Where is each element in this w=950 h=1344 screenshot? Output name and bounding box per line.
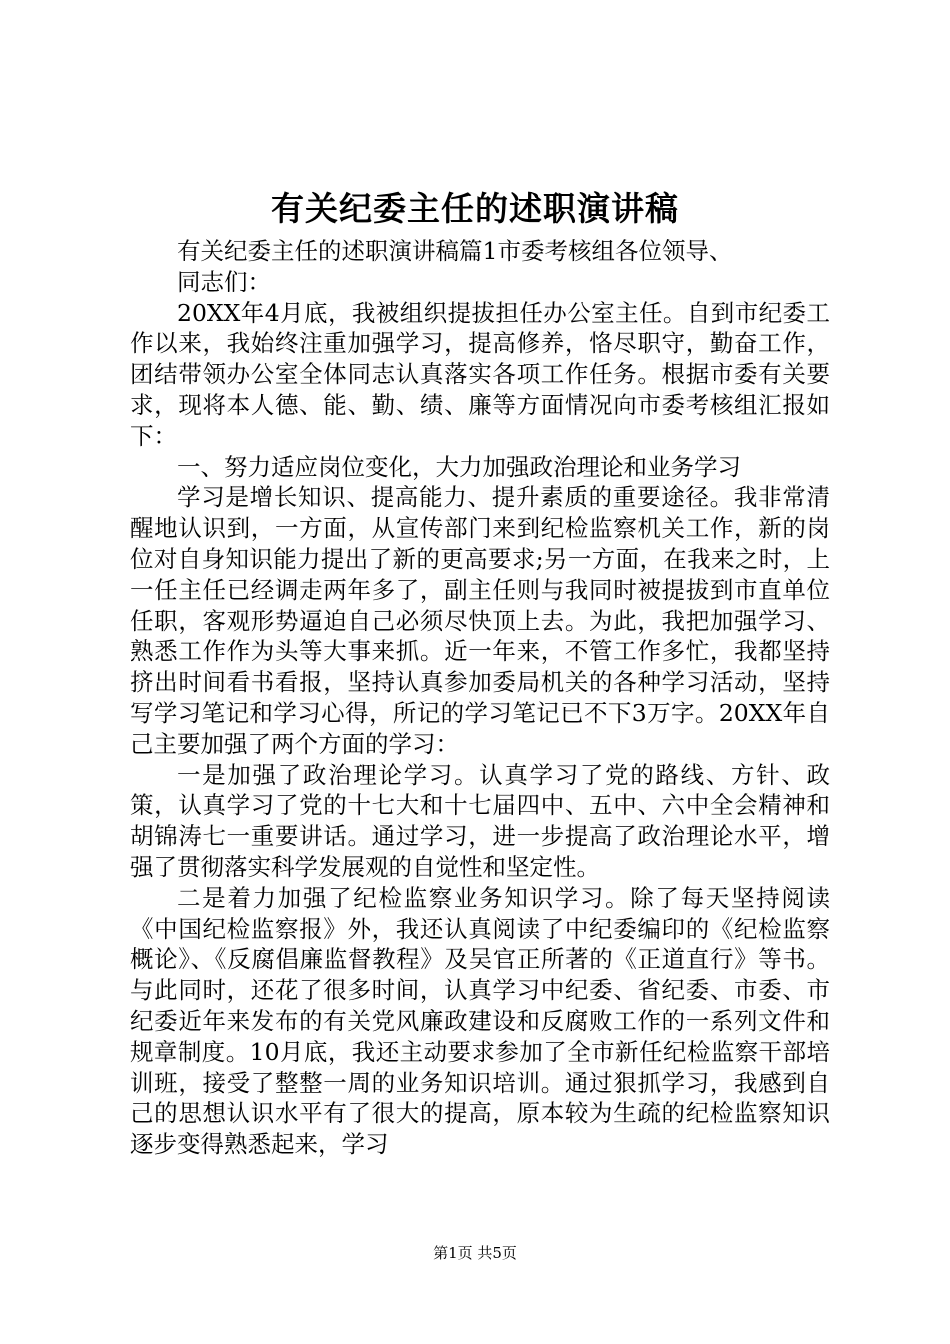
paragraph-discipline-knowledge: 二是着力加强了纪检监察业务知识学习。除了每天坚持阅读《中国纪检监察报》外，我还认真阅读了中纪委编印的《纪检监察概论》、《反腐倡廉监督教程》及吴官正所著的《正道直行》等书。与此同时，还花了很多时间，认真学习中纪委、省纪委、市委、市纪委近年来发布的有关党风廉政建设和反腐败工作的一系列文件和规章制度。10月底，我还主动要求参加了全市新任纪检监察干部培训班，接受了整整一周的业务知识培训。通过狠抓学习，我感到自己的思想认识水平有了很大的提高，原本较为生疏的纪检监察知识逐步变得熟悉起来，学习 <box>130 883 830 1159</box>
document-title: 有关纪委主任的述职演讲稿 <box>271 189 679 228</box>
document-body <box>130 236 830 1160</box>
section-heading-1: 一、努力适应岗位变化，大力加强政治理论和业务学习 <box>177 452 741 481</box>
paragraph-opening: 20XX年4月底，我被组织提拔担任办公室主任。自到市纪委工作以来，我始终注重加强学习，提高修养，恪尽职守，勤奋工作，团结带领办公室全体同志认真落实各项工作任务。根据市委有关要求，现将本人德、能、勤、绩、廉等方面情况向市委考核组汇报如下： <box>130 298 830 450</box>
paragraph-salutation: 同志们： <box>177 267 271 296</box>
paragraph-political-theory: 一是加强了政治理论学习。认真学习了党的路线、方针、政策，认真学习了党的十七大和十七届四中、五中、六中全会精神和胡锦涛七一重要讲话。通过学习，进一步提高了政治理论水平，增强了贯彻落实科学发展观的自觉性和坚定性。 <box>130 760 830 881</box>
page-footer: 第1页 共5页 <box>433 1244 517 1262</box>
paragraph-intro: 有关纪委主任的述职演讲稿篇1市委考核组各位领导、 <box>177 237 733 265</box>
paragraph-study: 学习是增长知识、提高能力、提升素质的重要途径。我非常清醒地认识到，一方面，从宣传部门来到纪检监察机关工作，新的岗位对自身知识能力提出了新的更高要求;另一方面，在我来之时，上一任主任已经调走两年多了，副主任则与我同时被提拔到市直单位任职，客观形势逼迫自己必须尽快顶上去。为此，我把加强学习、熟悉工作作为头等大事来抓。近一年来，不管工作多忙，我都坚持挤出时间看书看报，坚持认真参加委局机关的各种学习活动，坚持写学习笔记和学习心得，所记的学习笔记已不下3万字。20XX年自己主要加强了两个方面的学习： <box>130 483 830 758</box>
